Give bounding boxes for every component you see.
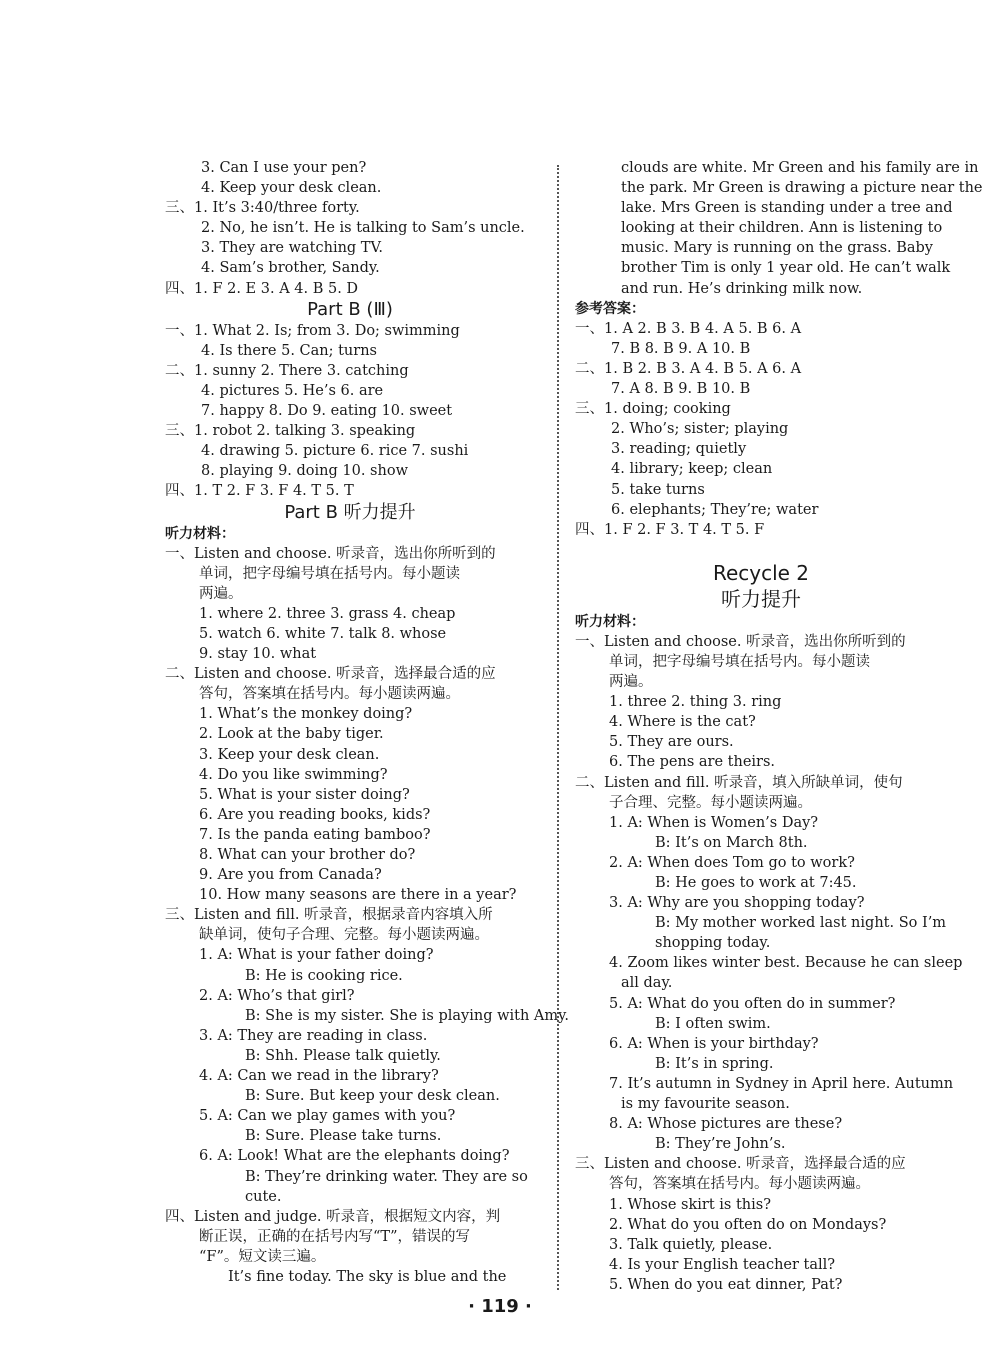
text-line: all day. xyxy=(621,975,673,992)
text-line: 断正误，正确的在括号内写“T”，错误的写 xyxy=(199,1228,470,1245)
text-line: 单词，把字母编号填在括号内。每小题读 xyxy=(199,565,460,582)
text-line: “F”。短文读三遍。 xyxy=(199,1248,326,1265)
text-line: 9. Are you from Canada? xyxy=(199,867,382,884)
text-line: B: He goes to work at 7:45. xyxy=(655,875,857,891)
text-line: 4. Is your English teacher tall? xyxy=(609,1256,836,1273)
text-line: 四、1. F 2. E 3. A 4. B 5. D xyxy=(165,280,359,297)
section-heading: 听力提升 xyxy=(721,586,801,611)
text-line: 6. The pens are theirs. xyxy=(609,754,776,771)
text-line: 2. No, he isn’t. He is talking to Sam’s uncle. xyxy=(201,220,525,237)
text-line: 单词，把字母编号填在括号内。每小题读 xyxy=(609,653,870,670)
text-line: 二、Listen and choose. 听录音，选择最合适的应 xyxy=(165,666,496,683)
column-divider xyxy=(557,165,559,1290)
text-line: 4. A: Can we read in the library? xyxy=(199,1068,439,1085)
text-line: 8. playing 9. doing 10. show xyxy=(201,463,408,480)
text-line: 4. Do you like swimming? xyxy=(199,766,388,783)
text-line: 二、Listen and fill. 听录音，填入所缺单词，使句 xyxy=(575,774,903,791)
text-line: B: They’re John’s. xyxy=(655,1136,786,1153)
text-line: 3. They are watching TV. xyxy=(201,240,384,257)
text-line: B: It’s in spring. xyxy=(655,1055,774,1072)
section-label: 参考答案： xyxy=(575,300,645,317)
text-line: 7. happy 8. Do 9. eating 10. sweet xyxy=(201,403,453,420)
right-column xyxy=(575,158,983,1295)
text-line: 四、Listen and judge. 听录音，根据短文内容，判 xyxy=(165,1208,501,1225)
text-line: 2. Look at the baby tiger. xyxy=(199,726,384,743)
text-line: 9. stay 10. what xyxy=(199,646,317,663)
text-line: 7. Is the panda eating bamboo? xyxy=(199,826,431,843)
text-line: 8. What can your brother do? xyxy=(199,847,416,863)
text-line: 6. elephants; They’re; water xyxy=(611,501,819,518)
text-line: B: They’re drinking water. They are so xyxy=(245,1168,528,1185)
text-line: 1. What’s the monkey doing? xyxy=(199,706,413,723)
text-line: 二、1. sunny 2. There 3. catching xyxy=(165,362,409,379)
text-line: 6. A: When is your birthday? xyxy=(609,1035,819,1052)
text-line: 2. A: Who’s that girl? xyxy=(199,987,355,1004)
text-line: 三、1. It’s 3:40/three forty. xyxy=(165,200,360,217)
section-heading: Part B 听力提升 xyxy=(284,501,416,523)
text-line: 一、Listen and choose. 听录音，选出你所听到的 xyxy=(165,545,496,562)
text-line: B: It’s on March 8th. xyxy=(655,834,808,851)
text-line: B: I often swim. xyxy=(655,1015,771,1032)
text-line: 四、1. F 2. F 3. T 4. T 5. F xyxy=(575,521,765,538)
text-line: is my favourite season. xyxy=(621,1096,790,1113)
text-line: 4. Zoom likes winter best. Because he can sleep xyxy=(609,955,963,972)
text-line: 4. pictures 5. He’s 6. are xyxy=(201,382,384,399)
text-line: 3. reading; quietly xyxy=(611,441,747,458)
text-line: 3. Talk quietly, please. xyxy=(609,1236,773,1253)
text-line: 5. What is your sister doing? xyxy=(199,786,410,803)
text-line: 三、1. doing; cooking xyxy=(575,401,731,418)
text-line: 5. They are ours. xyxy=(609,734,734,751)
text-line: 3. Can I use your pen? xyxy=(201,160,367,176)
text-line: brother Tim is only 1 year old. He can’t walk xyxy=(621,260,951,277)
text-line: B: She is my sister. She is playing with Amy. xyxy=(245,1007,570,1024)
section-label: 听力材料： xyxy=(575,613,645,630)
text-line: 2. What do you often do on Mondays? xyxy=(609,1216,887,1233)
text-line: B: He is cooking rice. xyxy=(245,967,403,984)
text-line: 一、1. A 2. B 3. B 4. A 5. B 6. A xyxy=(575,320,802,337)
text-line: 6. Are you reading books, kids? xyxy=(199,806,431,823)
text-line: 答句，答案填在括号内。每小题读两遍。 xyxy=(199,686,460,703)
text-line: 4. Keep your desk clean. xyxy=(201,180,382,197)
text-line: 5. watch 6. white 7. talk 8. whose xyxy=(199,625,447,642)
text-line: 2. Who’s; sister; playing xyxy=(611,421,789,438)
text-line: 4. Is there 5. Can; turns xyxy=(201,342,377,359)
text-line: 6. A: Look! What are the elephants doing? xyxy=(199,1148,510,1165)
text-line: 一、Listen and choose. 听录音，选出你所听到的 xyxy=(575,633,906,650)
text-line: 1. A: When is Women’s Day? xyxy=(609,814,819,831)
text-line: 4. library; keep; clean xyxy=(611,461,773,478)
text-line: shopping today. xyxy=(655,935,771,952)
text-line: 5. A: What do you often do in summer? xyxy=(609,995,896,1012)
left-column xyxy=(165,158,570,1287)
text-line: B: Sure. Please take turns. xyxy=(245,1128,442,1145)
text-line: and run. He’s drinking milk now. xyxy=(621,280,863,297)
text-line: 1. where 2. three 3. grass 4. cheap xyxy=(199,605,456,622)
text-line: 2. A: When does Tom go to work? xyxy=(609,854,855,871)
text-line: 二、1. B 2. B 3. A 4. B 5. A 6. A xyxy=(575,360,802,377)
text-line: 4. drawing 5. picture 6. rice 7. sushi xyxy=(201,443,469,460)
text-line: B: My mother worked last night. So I’m xyxy=(655,915,947,932)
text-line: 1. Whose skirt is this? xyxy=(609,1196,771,1213)
text-line: the park. Mr Green is drawing a picture near the xyxy=(621,180,983,197)
text-line: 三、1. robot 2. talking 3. speaking xyxy=(165,423,416,440)
text-line: 7. A 8. B 9. B 10. B xyxy=(611,381,751,398)
text-line: 3. A: Why are you shopping today? xyxy=(609,895,865,912)
section-heading: Recycle 2 xyxy=(712,560,810,585)
text-line: 三、Listen and choose. 听录音，选择最合适的应 xyxy=(575,1156,906,1173)
text-line: 两遍。 xyxy=(199,585,243,602)
text-line: music. Mary is running on the grass. Baby xyxy=(621,240,933,257)
text-line: lake. Mrs Green is standing under a tree and xyxy=(621,200,953,217)
text-line: 4. Sam’s brother, Sandy. xyxy=(201,260,380,277)
section-heading: Part B (Ⅲ) xyxy=(307,298,393,320)
page-number: · 119 · xyxy=(468,1296,532,1317)
text-line: 5. take turns xyxy=(611,481,705,498)
section-label: 听力材料： xyxy=(165,525,235,542)
text-line: 3. A: They are reading in class. xyxy=(199,1027,428,1044)
text-line: looking at their children. Ann is listening to xyxy=(621,220,943,237)
text-line: 答句，答案填在括号内。每小题读两遍。 xyxy=(609,1176,870,1193)
text-line: 3. Keep your desk clean. xyxy=(199,746,380,763)
text-line: cute. xyxy=(245,1188,282,1205)
text-line: 10. How many seasons are there in a year? xyxy=(199,887,517,904)
text-line: clouds are white. Mr Green and his family are in xyxy=(621,160,979,176)
text-line: 1. three 2. thing 3. ring xyxy=(609,694,782,711)
text-line: 4. Where is the cat? xyxy=(609,714,756,731)
text-line: 子合理、完整。每小题读两遍。 xyxy=(609,794,812,811)
text-line: 8. A: Whose pictures are these? xyxy=(609,1116,843,1133)
text-line: It’s fine today. The sky is blue and the xyxy=(228,1268,507,1285)
text-line: 三、Listen and fill. 听录音，根据录音内容填入所 xyxy=(165,907,493,924)
text-line: 7. B 8. B 9. A 10. B xyxy=(611,340,751,357)
text-line: 两遍。 xyxy=(609,674,653,691)
text-line: 7. It’s autumn in Sydney in April here. Autumn xyxy=(609,1075,954,1092)
text-line: B: Sure. But keep your desk clean. xyxy=(245,1088,500,1105)
text-line: 缺单词，使句子合理、完整。每小题读两遍。 xyxy=(199,927,489,944)
text-line: 5. A: Can we play games with you? xyxy=(199,1108,456,1125)
text-line: 四、1. T 2. F 3. F 4. T 5. T xyxy=(165,483,354,500)
text-line: 5. When do you eat dinner, Pat? xyxy=(609,1276,843,1293)
text-line: 一、1. What 2. Is; from 3. Do; swimming xyxy=(165,322,460,339)
spacer xyxy=(575,540,947,560)
text-line: B: Shh. Please talk quietly. xyxy=(245,1047,441,1064)
text-line: 1. A: What is your father doing? xyxy=(199,947,434,964)
